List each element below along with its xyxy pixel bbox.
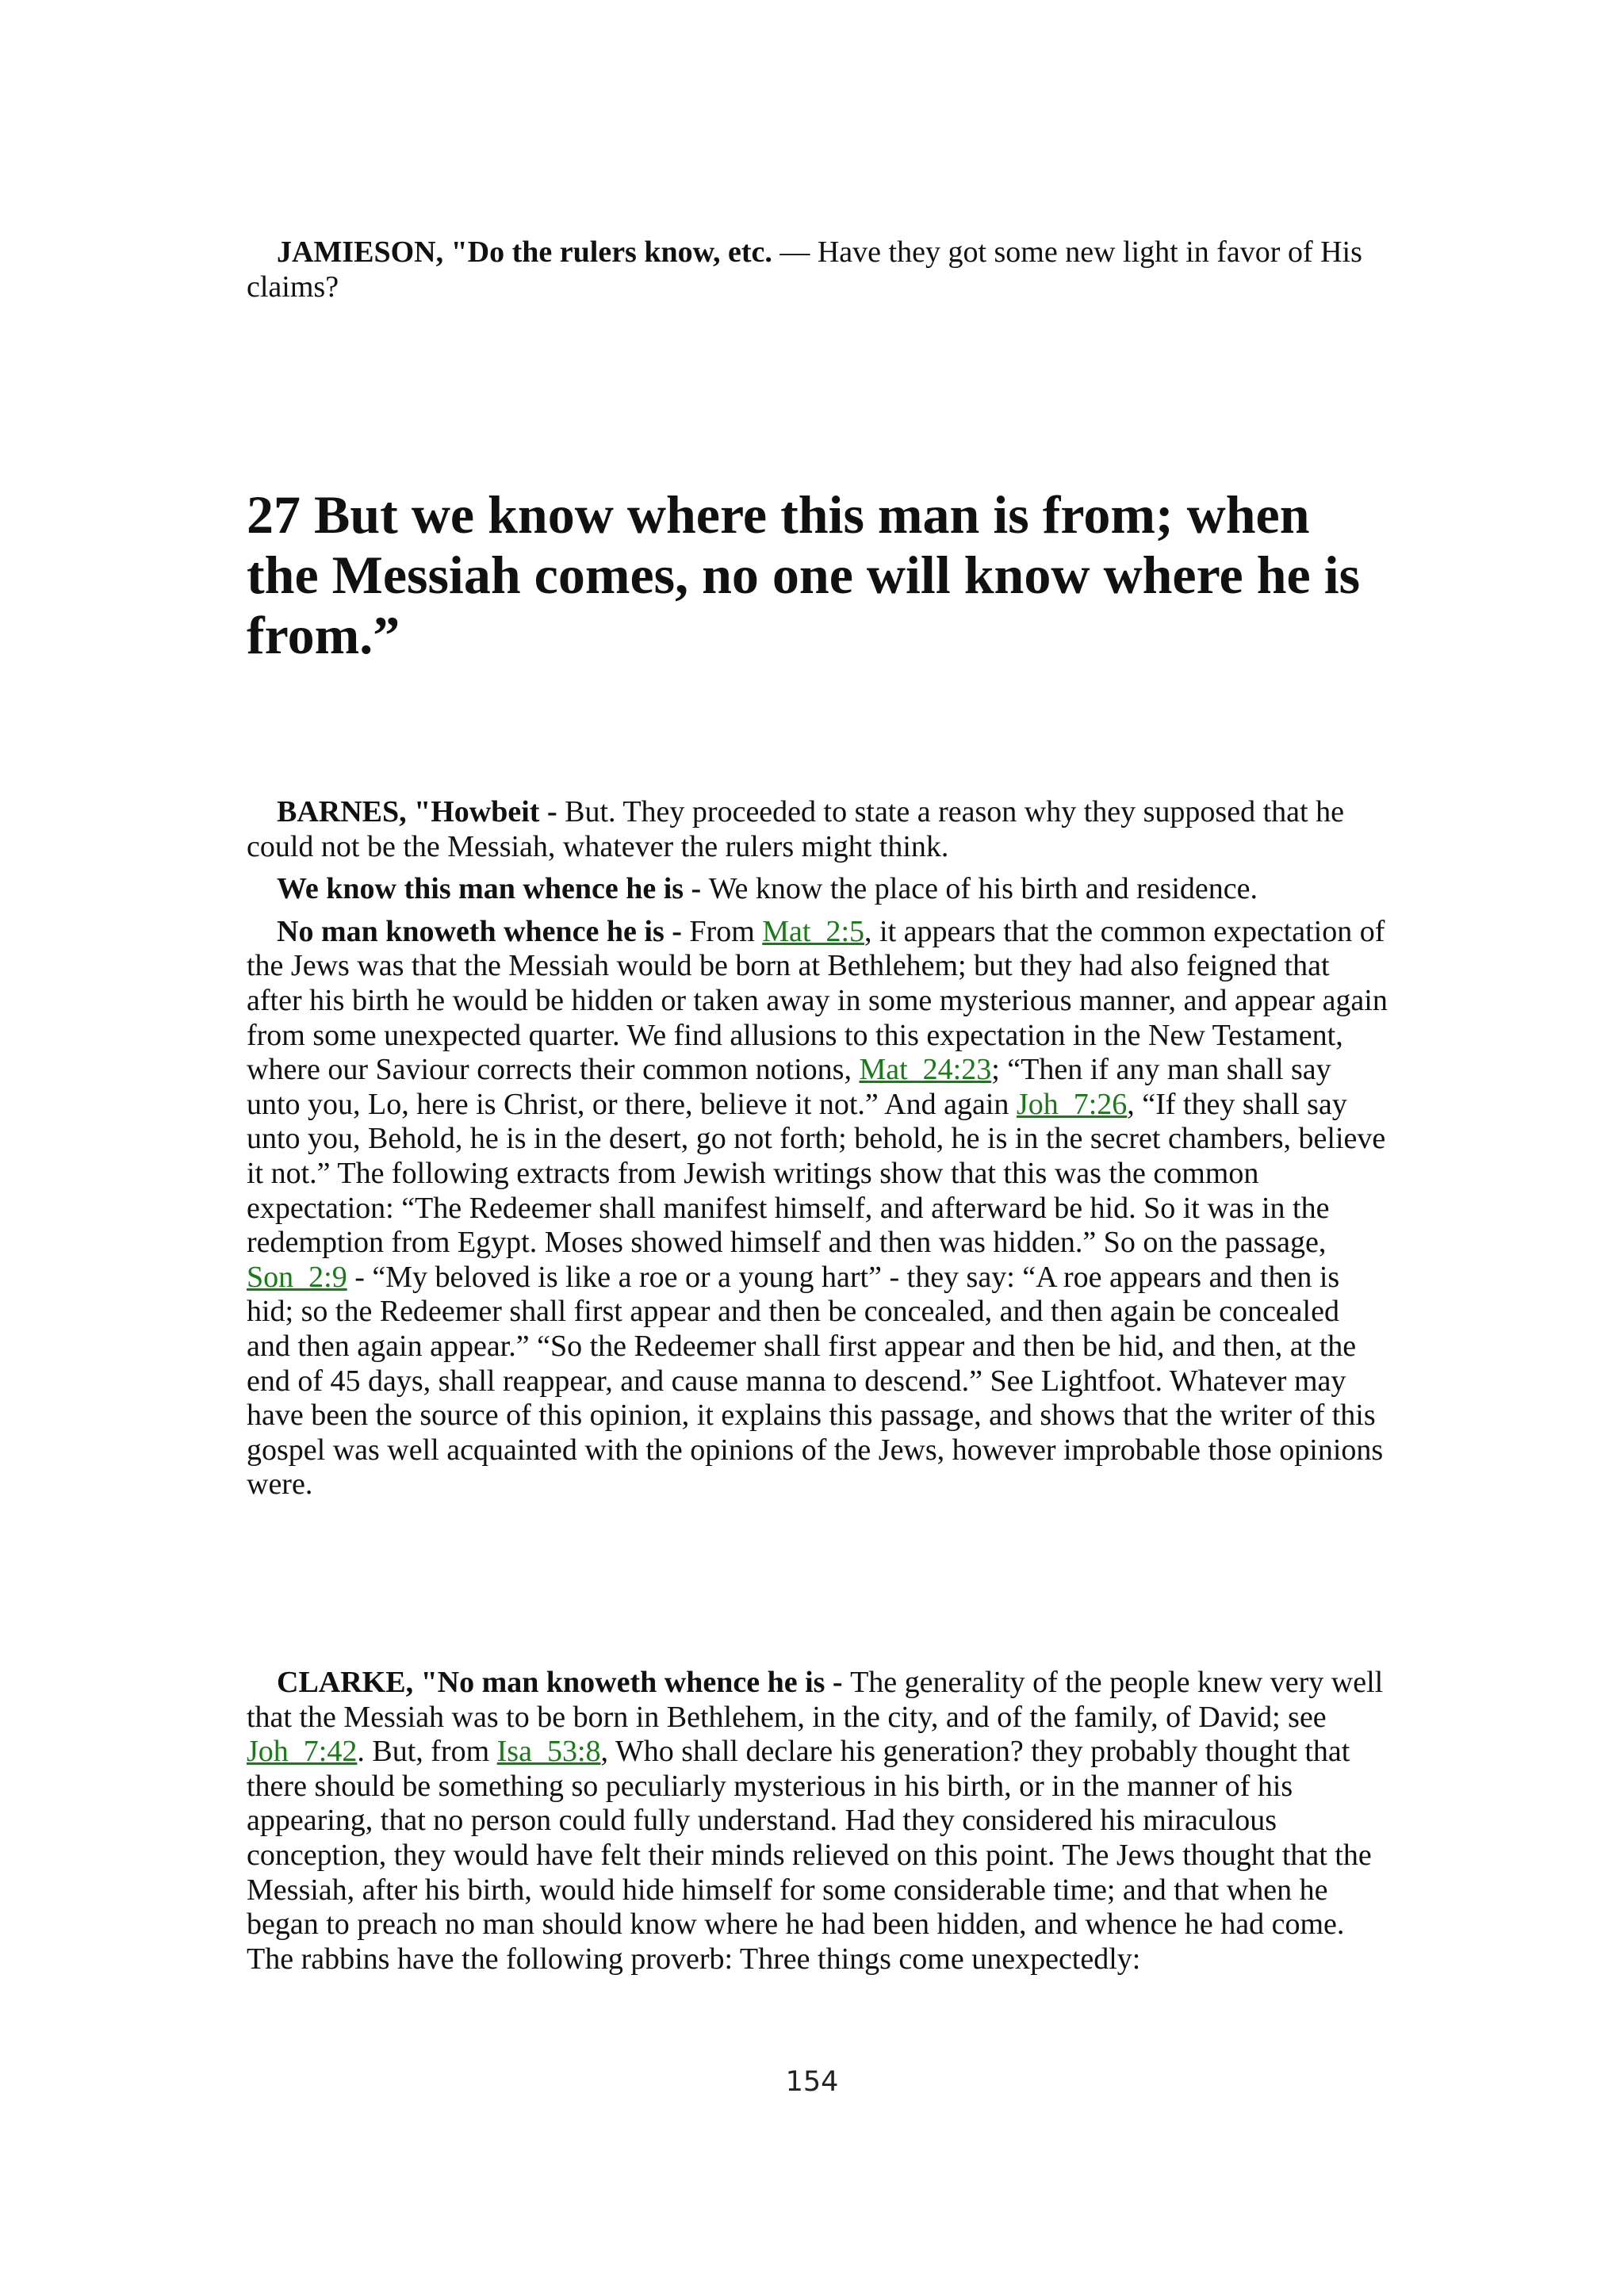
barnes-paragraph-1: BARNES, "Howbeit - But. They proceeded to state a reason why they supposed that he could not be the Messiah, whatever the rulers might think. — [247, 795, 1344, 863]
scripture-link[interactable]: Mat_24:23 — [859, 1053, 992, 1087]
commentary-text: Have they got some new light in favor of His claims? — [247, 235, 1362, 304]
scripture-link[interactable]: Isa_53:8 — [496, 1735, 601, 1769]
phrase-lead: No man knoweth whence he is - — [277, 914, 690, 948]
commentator-lead: CLARKE, "No man knoweth whence he is - — [277, 1666, 851, 1699]
jamieson-paragraph: JAMIESON, "Do the rulers know, etc. — Have they got some new light in favor of His claims? — [247, 235, 1362, 304]
scripture-link[interactable]: Son_2:9 — [247, 1260, 347, 1294]
page-number: 154 — [785, 2066, 839, 2098]
verse-heading: 27 But we know where this man is from; when the Messiah comes, no one will know where he is from.” — [247, 484, 1361, 665]
barnes-section — [247, 795, 1390, 1502]
commentator-lead: JAMIESON, "Do the rulers know, etc. — [277, 235, 772, 269]
phrase-lead: We know this man whence he is - — [277, 872, 709, 906]
verse-heading-block — [247, 484, 1390, 665]
clarke-paragraph: CLARKE, "No man knoweth whence he is - The generality of the people knew very well that the Messiah was to be born in Bethlehem, in the city, and of the family, of David; see Joh_7:42. But, from Isa_53:8, Who shall declare his generation? they probably thought that there should be something so peculiarly mysterious in his birth, or in the manner of his appearing, that no person could fully understand. Had they considered his miraculous conception, they would have felt their minds relieved on this point. The Jews thought that the Messiah, after his birth, would hide himself for some considerable time; and that when he began to preach no man should know where he had been hidden, and whence he had come. The rabbins have the following proverb: Three things come unexpectedly: — [247, 1666, 1384, 1976]
jamieson-section — [247, 235, 1390, 304]
barnes-paragraph-3: No man knoweth whence he is - From Mat_2:5, it appears that the common expectation of the Jews was that the Messiah would be born at Bethlehem; but they had also feigned that after his birth he would be hidden or taken away in some mysterious manner, and appear again from some unexpected quarter. We find allusions to this expectation in the New Testament, where our Saviour corrects their common notions, Mat_24:23; “Then if any man shall say unto you, Lo, here is Christ, or there, believe it not.” And again Joh_7:26, “If they shall say unto you, Behold, he is in the desert, go not forth; behold, he is in the secret chambers, believe it not.” The following extracts from Jewish writings show that this was the common expectation: “The Redeemer shall manifest himself, and afterward be hid. So it was in the redemption from Egypt. Moses showed himself and then was hidden.” So on the passage, Son_2:9 - “My beloved is like a roe or a young hart” - they say: “A roe appears and then is hid; so the Redeemer shall first appear and then be concealed, and then again be concealed and then again appear.” “So the Redeemer shall first appear and then be hid, and then, at the end of 45 days, shall reappear, and cause manna to descend.” See Lightfoot. Whatever may have been the source of this opinion, it explains this passage, and shows that the writer of this gospel was well acquainted with the opinions of the Jews, however improbable those opinions were. — [247, 914, 1388, 1502]
clarke-section — [247, 1666, 1390, 1976]
scripture-link[interactable]: Joh_7:42 — [247, 1735, 358, 1769]
commentator-lead: BARNES, "Howbeit - — [277, 795, 565, 828]
scripture-link[interactable]: Joh_7:26 — [1016, 1087, 1128, 1121]
barnes-paragraph-2: We know this man whence he is - We know the place of his birth and residence. — [277, 872, 1258, 906]
scripture-link[interactable]: Mat_2:5 — [762, 914, 865, 948]
